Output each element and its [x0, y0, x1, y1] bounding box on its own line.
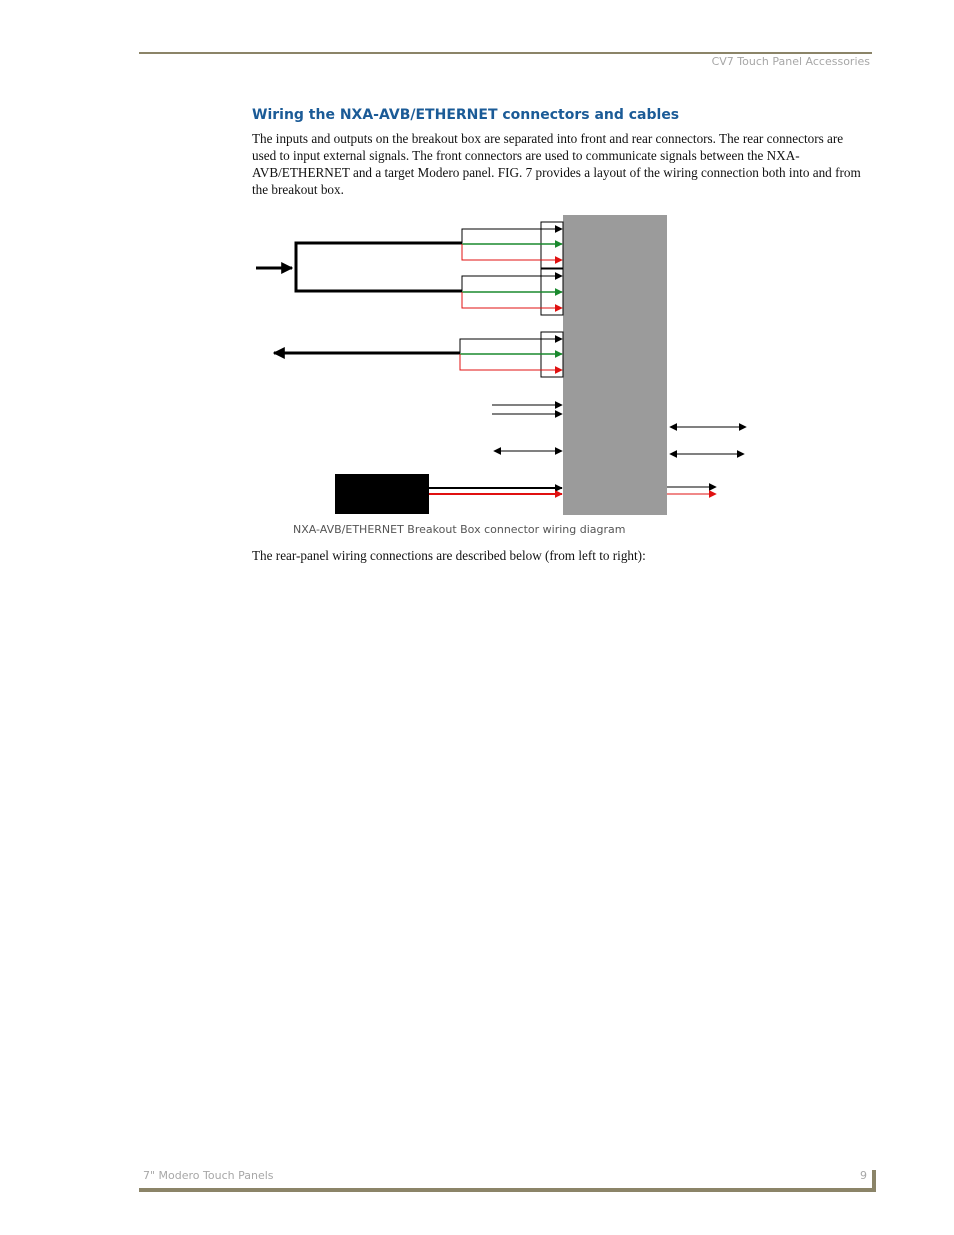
wiring-diagram	[250, 212, 760, 522]
header-title: CV7 Touch Panel Accessories	[711, 55, 870, 68]
header-rule	[139, 52, 872, 54]
rgb-output-connector	[274, 332, 563, 377]
footer-tick	[872, 1170, 876, 1190]
page-number: 9	[860, 1169, 867, 1182]
front-connectors	[667, 427, 746, 494]
section-heading: Wiring the NXA-AVB/ETHERNET connectors and cables	[252, 107, 680, 123]
rgb-connector-1	[462, 222, 563, 268]
footer-title: 7" Modero Touch Panels	[143, 1169, 274, 1182]
dual-input-lines	[492, 405, 562, 414]
rgb-connector-2	[462, 269, 563, 315]
intro-paragraph: The inputs and outputs on the breakout box are separated into front and rear connectors. The rear connectors are used to input external signals. The front connectors are used to communicate signals between the NXA-AVB/ETHERNET and a target Modero panel. FIG. 7 provides a layout of the wiring connection both into and from the breakout box.	[252, 131, 861, 197]
figure-caption: NXA-AVB/ETHERNET Breakout Box connector wiring diagram	[293, 523, 626, 536]
breakout-box	[563, 215, 667, 515]
input-split-connector	[256, 243, 462, 291]
rear-panel-intro: The rear-panel wiring connections are described below (from left to right):	[252, 548, 646, 563]
power-block	[335, 474, 562, 514]
footer-rule	[139, 1188, 876, 1192]
